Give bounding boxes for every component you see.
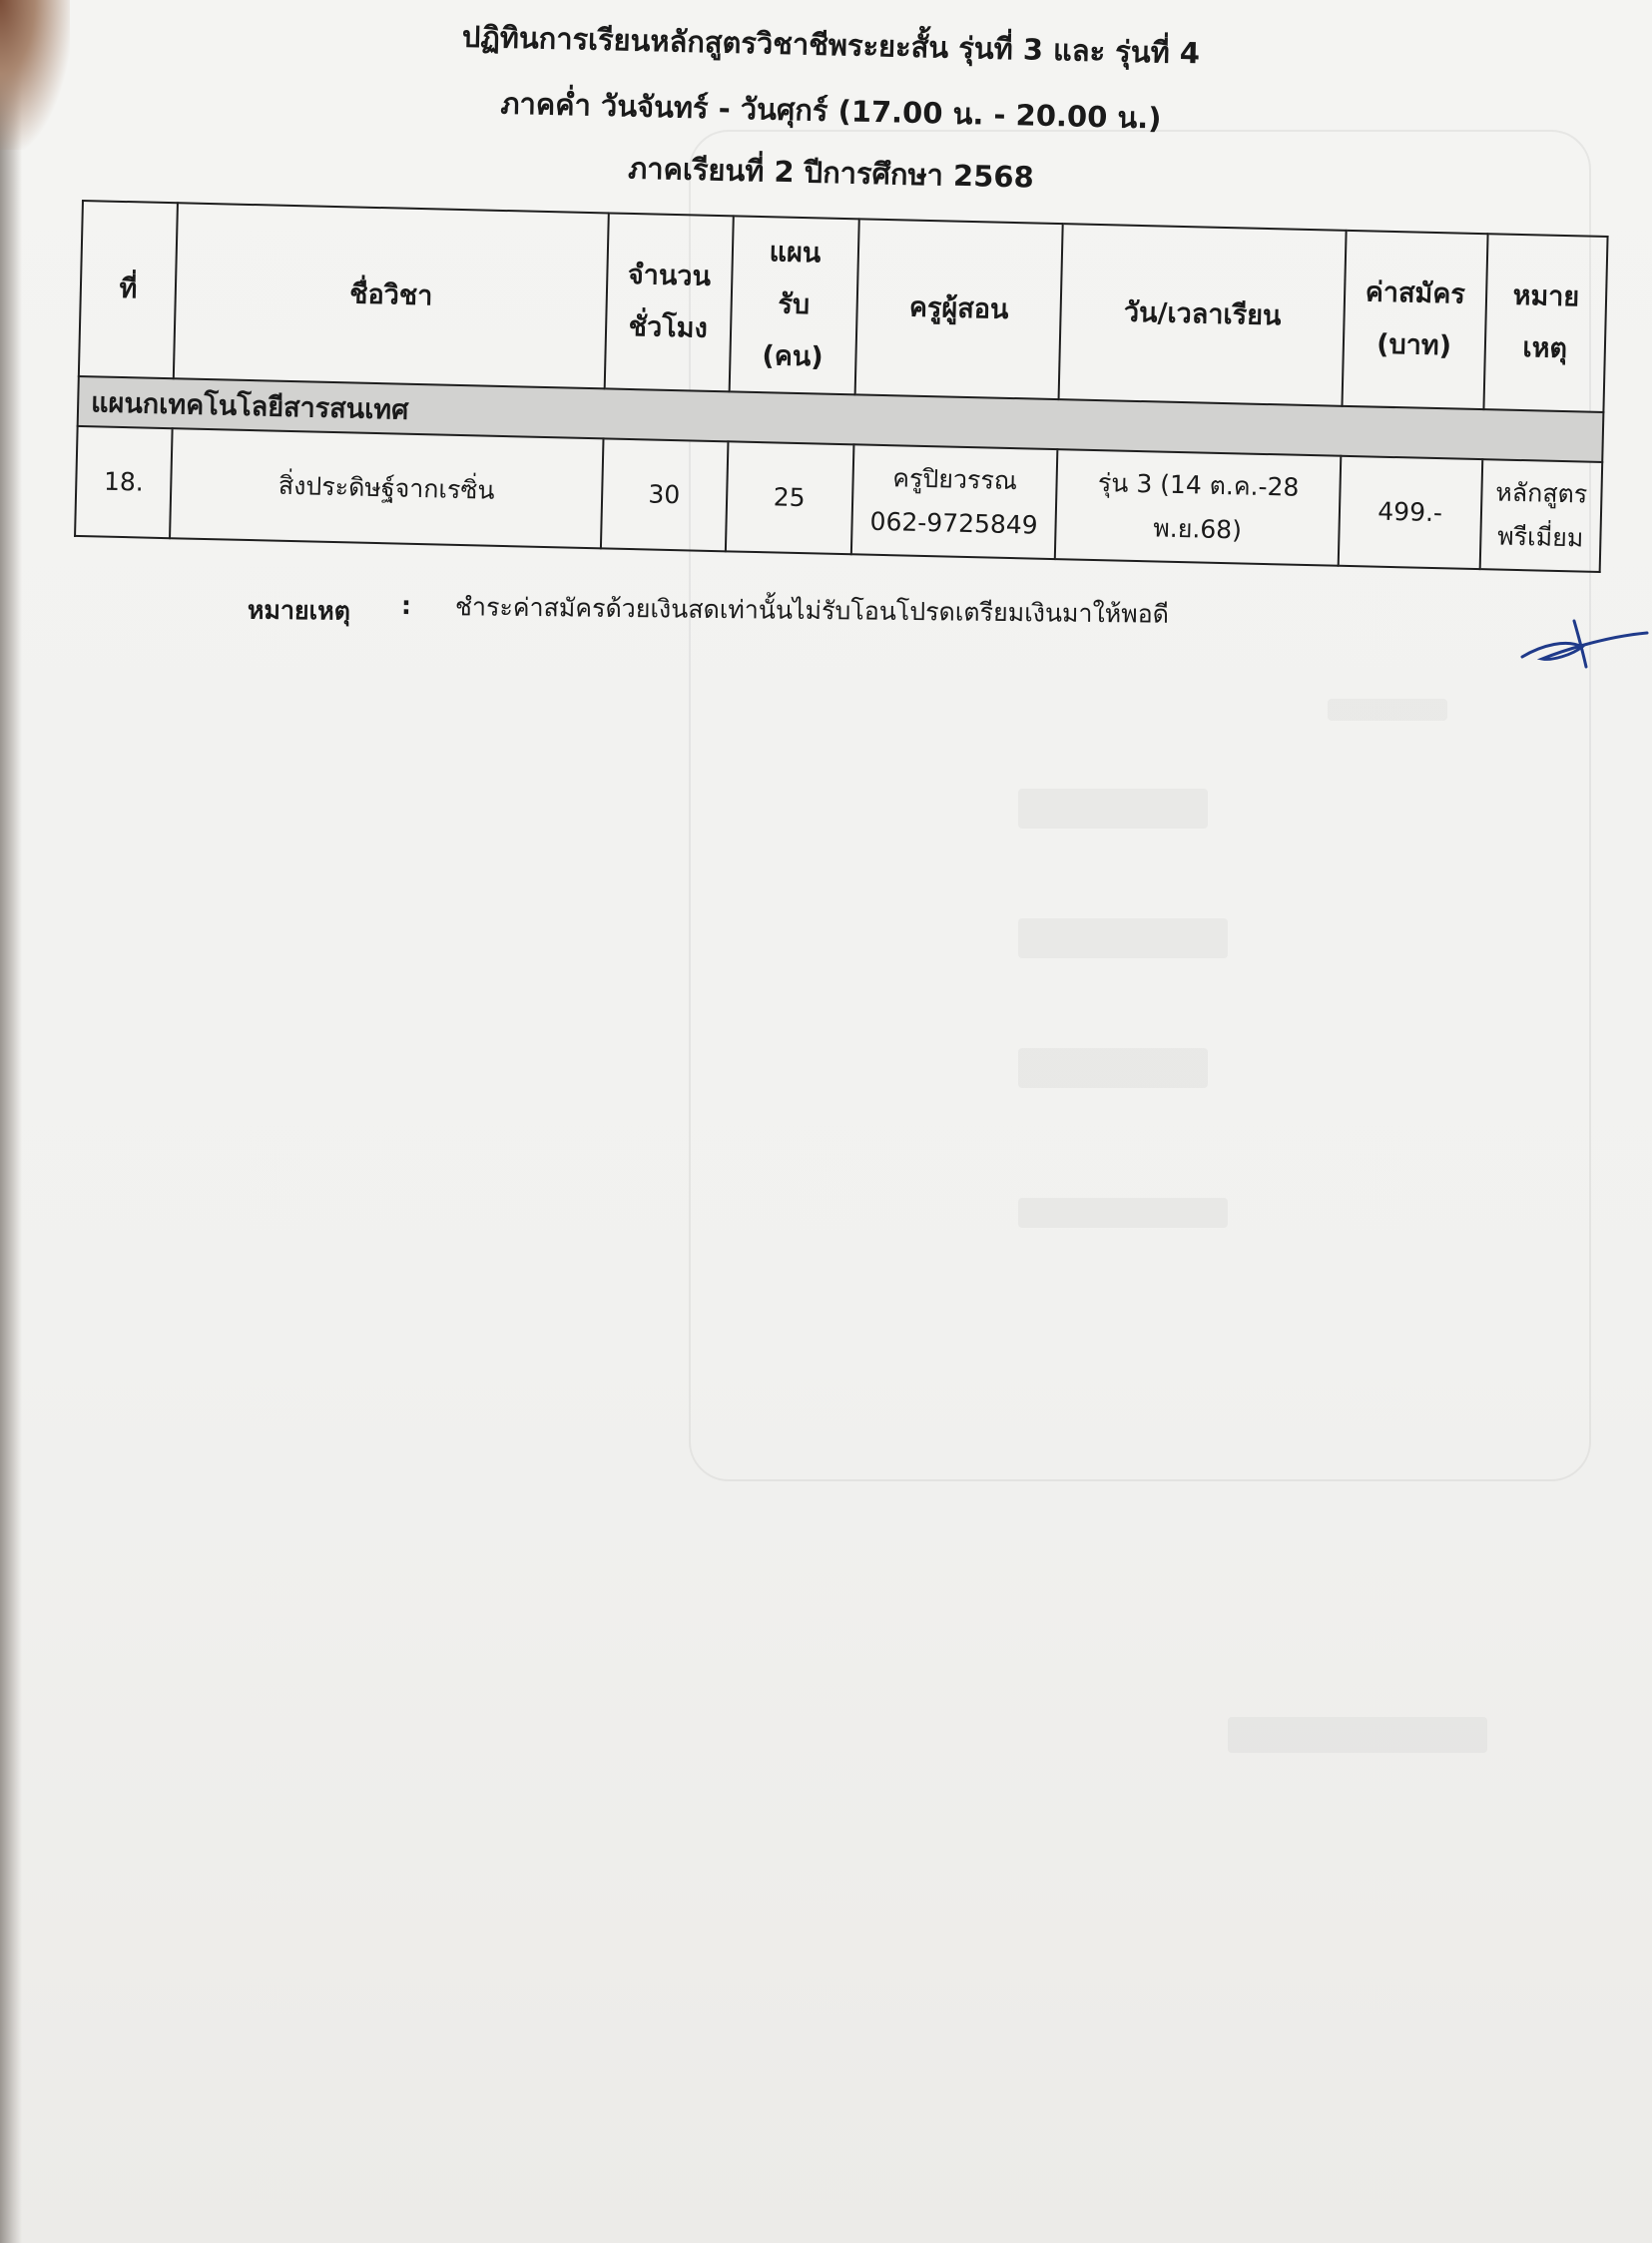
- bleed-through-mark: [1018, 918, 1228, 958]
- note-label: หมายเหตุ: [247, 595, 351, 626]
- note-colon: :: [400, 590, 412, 621]
- col-header-fee: [1342, 231, 1487, 409]
- schedule-table: [74, 200, 1609, 573]
- cell-no: 18.: [75, 426, 173, 538]
- teacher-phone: 062-9725849: [869, 506, 1039, 540]
- cell-plan: 25: [725, 441, 853, 554]
- col-header-remark-line1: หมาย: [1512, 280, 1580, 313]
- bleed-through-mark: [1018, 1048, 1208, 1088]
- bleed-through-mark: [1018, 1198, 1228, 1228]
- teacher-name: ครูปิยวรรณ: [891, 463, 1018, 496]
- col-header-hours-line1: จำนวน: [627, 259, 712, 292]
- col-header-name: ชื่อวิชา: [174, 203, 609, 388]
- cell-course-name: สิ่งประดิษฐ์จากเรซิ่น: [170, 428, 603, 548]
- col-header-hours-line2: ชั่วโมง: [628, 310, 709, 344]
- department-name: แผนกเทคโนโลยีสารสนเทศ: [78, 376, 1604, 462]
- signature-mark: [1512, 617, 1652, 677]
- page-edge-shadow: [0, 0, 22, 2243]
- col-header-plan-line2: รับ: [778, 288, 811, 321]
- col-header-no: ที่: [79, 201, 178, 378]
- col-header-fee-line2: (บาท): [1376, 328, 1452, 362]
- cell-date: รุ่น 3 (14 ต.ค.-28 พ.ย.68): [1055, 449, 1341, 566]
- remark-line2: พรีเมี่ยม: [1496, 521, 1584, 553]
- table-header-row: [79, 201, 1608, 412]
- schedule-table-wrapper: [73, 200, 1609, 615]
- col-header-hours: [604, 213, 733, 391]
- cell-fee: 499.-: [1338, 456, 1481, 569]
- col-header-plan: [729, 216, 858, 394]
- cell-remark: [1479, 459, 1602, 572]
- document-title: ปฏิทินการเรียนหลักสูตรวิชาชีพระยะสั้น รุ่นที่ 3 และ รุ่นที่ 4: [461, 19, 1201, 71]
- col-header-plan-line1: แผน: [769, 237, 822, 270]
- col-header-remark-line2: เหตุ: [1522, 332, 1568, 365]
- col-header-teacher: ครูผู้สอน: [854, 219, 1063, 399]
- bleed-through-mark: [1328, 699, 1447, 721]
- col-header-fee-line1: ค่าสมัคร: [1365, 277, 1466, 310]
- cell-hours: 30: [601, 438, 728, 551]
- cell-teacher: [850, 444, 1057, 559]
- col-header-plan-line3: (คน): [762, 340, 825, 373]
- bleed-through-mark: [1228, 1717, 1487, 1753]
- remark-line1: หลักสูตร: [1495, 477, 1588, 509]
- document-semester: ภาคเรียนที่ 2 ปีการศึกษา 2568: [627, 151, 1035, 195]
- col-header-date: วัน/เวลาเรียน: [1059, 224, 1346, 406]
- bleed-through-mark: [1018, 789, 1208, 829]
- document-subtitle: ภาคค่ำ วันจันทร์ - วันศุกร์ (17.00 น. - 20.00 น.): [500, 86, 1162, 136]
- note-text: ชำระค่าสมัครด้วยเงินสดเท่านั้นไม่รับโอนโปรดเตรียมเงินมาให้พอดี: [454, 592, 1170, 629]
- col-header-remark: [1483, 234, 1607, 412]
